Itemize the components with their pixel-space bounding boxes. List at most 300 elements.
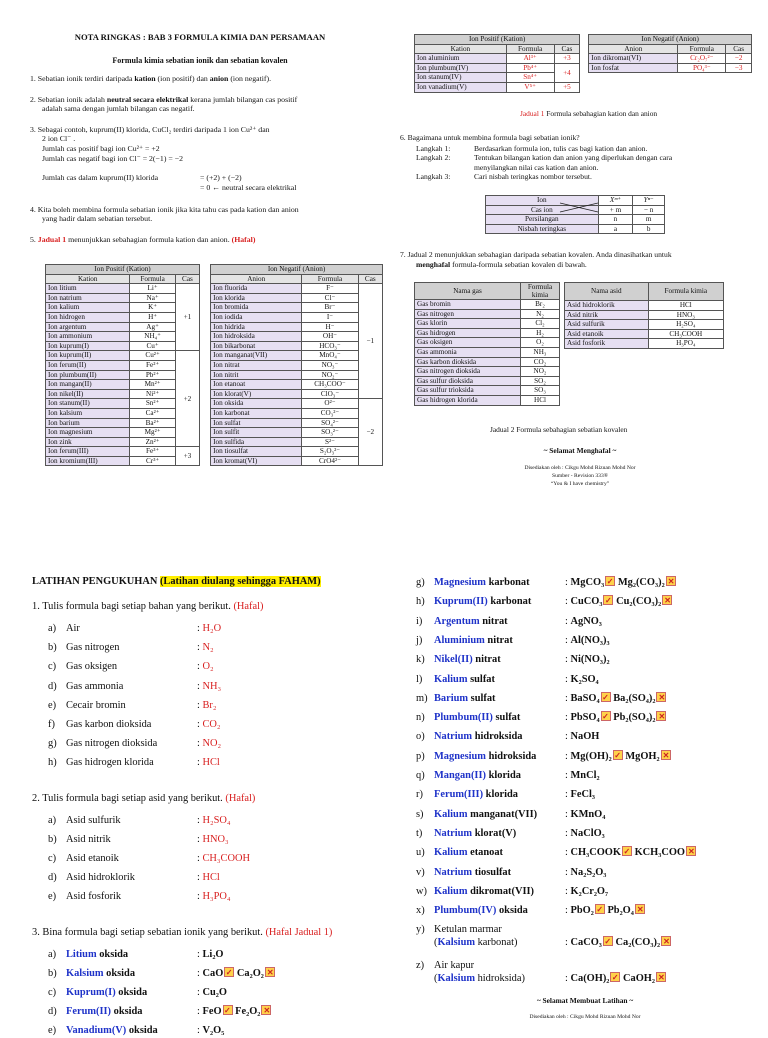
gas-formula: NO₂ [521, 367, 560, 377]
anion-formula: MnO₄⁻ [302, 351, 358, 361]
item-answer: : CaCO₃✓ Ca₂(CO₃)₂✕ [565, 936, 671, 949]
acid-formula: HCl [648, 301, 723, 311]
item-name: Asid fosforik [66, 891, 122, 903]
cation-part: Plumbum(II) [434, 712, 493, 724]
item-label: c) [48, 661, 57, 673]
item-name [434, 885, 534, 898]
cross-icon [261, 1005, 271, 1015]
cation-part: Kalium [434, 673, 468, 685]
column-header: Kation [415, 44, 507, 54]
answer-value: HCl [202, 872, 220, 884]
item-label: d) [48, 680, 57, 692]
item-name [434, 634, 513, 647]
ion-row [46, 447, 383, 457]
acid-row [565, 320, 724, 330]
cation-charge: +1 [175, 284, 199, 351]
name-part: oksida [106, 967, 136, 979]
item-label: b) [48, 833, 57, 845]
column-header: Formula kimia [521, 283, 560, 300]
note-2: 2. Sebatian ionik adalah neutral secara elektrikal kerana jumlah bilangan cas positif [30, 94, 298, 104]
anion-part: nitrat [487, 634, 513, 646]
note-5: 5. Jadual 1 menunjukkan sebahagian formula kation dan anion. (Hafal) [30, 234, 256, 244]
cross-cell: Ion [486, 196, 599, 206]
correct-formula: Na₂S₂O₃ [570, 866, 607, 878]
cation-header: Ion Positif (Kation) [46, 265, 200, 275]
cross-icon [666, 576, 676, 586]
ion-table-1 [45, 264, 383, 466]
correct-formula: KMnO₄ [570, 808, 606, 820]
text-span: kation [134, 74, 156, 83]
anion-part: nitrat [475, 654, 501, 666]
column-header: Kation [46, 274, 130, 284]
anion-formula: I⁻ [302, 312, 358, 322]
cation-formula: Pb⁴⁺ [506, 63, 554, 73]
answer-row [48, 622, 378, 636]
cation-name: Ion argentum [46, 322, 130, 332]
cation-part: Kuprum(II) [434, 596, 488, 608]
cation-formula: Li⁺ [130, 284, 175, 294]
cation-formula: Ba²⁺ [130, 418, 175, 428]
answer-value: NO₂ [202, 738, 222, 750]
column-header: Anion [589, 44, 678, 54]
table-1-caption: Jadual 1 Formula sebahagian kation dan anion [520, 109, 658, 118]
cation-formula: Cu⁺ [130, 341, 175, 351]
anion-formula: S²⁻ [302, 437, 358, 447]
cation-name: Ion litium [46, 284, 130, 294]
note-4-cont: yang hadir dalam sebatian tersebut. [42, 214, 153, 224]
answer-row [48, 871, 378, 885]
cation-name: Ion barium [46, 418, 130, 428]
anion-formula: SO₄²⁻ [302, 418, 358, 428]
cation-part: Natrium [434, 731, 473, 743]
cation-name: Ion ferum(II) [46, 360, 130, 370]
column-header: Cas [726, 44, 752, 54]
wrong-formula: CaOH₂ [623, 973, 655, 985]
anion-formula: O²⁻ [302, 399, 358, 409]
answer-row [48, 814, 378, 828]
item-name [434, 769, 521, 782]
answer-row [48, 986, 378, 1000]
answer-value: O₂ [202, 661, 214, 673]
item-label: e) [48, 891, 57, 903]
gas-formula: NH₃ [521, 347, 560, 357]
item-answer: : KMnO₄ [565, 808, 606, 820]
gas-row [415, 357, 560, 367]
gas-name: Gas hidrogen klorida [415, 395, 521, 405]
anion-part: tiosulfat [474, 866, 512, 878]
column-header: Formula [302, 274, 358, 284]
cation-part: Natrium [434, 866, 473, 878]
answer-row [48, 699, 378, 713]
question-heading: 2. Tulis formula bagi setiap asid yang berikut. (Hafal) [32, 792, 256, 804]
item-label: f) [48, 719, 55, 730]
answer-row [416, 750, 766, 764]
item-answer: : H₂SO₄ [197, 814, 231, 826]
cation-charge: +3 [554, 54, 580, 64]
acid-row [565, 310, 724, 320]
name-part: Ferum(II) [66, 1006, 112, 1018]
answer-row [48, 1024, 378, 1038]
item-answer: : Ca(OH)₂✓ CaOH₂✕ [565, 972, 666, 985]
correct-formula: BaSO₄ [570, 692, 600, 704]
answer-row [416, 827, 766, 841]
anion-name: Ion hidroksida [211, 332, 302, 342]
gas-name: Gas oksigen [415, 338, 521, 348]
correct-formula: CaO [202, 967, 224, 979]
anion-name: Ion iodida [211, 312, 302, 322]
answer-row [416, 808, 766, 822]
ion-table-top [414, 34, 752, 93]
anion-part: klorida [485, 789, 519, 801]
cation-part: Barium [434, 692, 469, 704]
item-answer: : H₃PO₄ [197, 891, 231, 903]
item-label: a) [48, 814, 57, 826]
name-part: Kuprum(I) [66, 987, 116, 998]
answer-value: N₂ [202, 642, 214, 654]
tick-icon [622, 846, 632, 856]
cross-cell: a [598, 224, 633, 234]
cation-formula: Ag⁺ [130, 322, 175, 332]
item-label: m) [416, 692, 428, 704]
anion-part: oksida [498, 905, 528, 917]
wrong-formula: Ca₂O₂ [236, 967, 264, 979]
anion-name: Ion fosfat [589, 63, 678, 73]
cross-icon [656, 972, 666, 982]
exercise-right [416, 576, 766, 1024]
item-label: k) [416, 654, 425, 666]
anion-formula: Br⁻ [302, 303, 358, 313]
item-answer: : H₂O [197, 623, 222, 634]
cation-name: Ion nikel(II) [46, 389, 130, 399]
gas-name: Gas ammonia [415, 347, 521, 357]
acid-row [565, 301, 724, 311]
note-3-line2: 2 ion Cl⁻ . [42, 134, 76, 144]
gas-formula: SO₃ [521, 386, 560, 396]
gas-name: Gas sulfur trioksida [415, 386, 521, 396]
cross-cell: b [633, 224, 665, 234]
answer-row [416, 788, 766, 802]
item-label: d) [48, 1006, 57, 1018]
anion-name: Ion nitrit [211, 370, 302, 380]
cation-formula: Mg²⁺ [130, 428, 175, 438]
item-name [434, 750, 536, 763]
answer-row [416, 730, 766, 744]
answer-row [416, 615, 766, 629]
cation-formula: Zn²⁺ [130, 437, 175, 447]
ion-row [46, 380, 383, 390]
anion-name: Ion manganat(VII) [211, 351, 302, 361]
answer-row [416, 959, 766, 987]
cation-part: Mangan(II) [434, 770, 486, 781]
item-name [434, 595, 531, 608]
gas-formula: CO₂ [521, 357, 560, 367]
cation-name: Ion stanum(IV) [415, 73, 507, 83]
correct-formula: Mg(OH)₂ [570, 750, 612, 762]
acid-formula: HNO₃ [648, 310, 723, 320]
anion-formula: F⁻ [302, 284, 358, 294]
ion-row [46, 428, 383, 438]
ion-row [46, 322, 383, 332]
correct-formula: Cu₂O [202, 987, 227, 998]
answer-value: H₂O [202, 623, 222, 634]
item-answer: : MnCl₂ [565, 770, 600, 781]
tick-icon [223, 1005, 233, 1015]
cation-charge: +3 [175, 447, 199, 466]
cation-name: Ion ammonium [46, 332, 130, 342]
answer-value: CH₃COOH [202, 853, 250, 864]
anion-name: Ion sulfit [211, 428, 302, 438]
anion-part: nitrat [482, 615, 508, 627]
anion-formula: NO₂⁻ [302, 370, 358, 380]
acid-row [565, 339, 724, 349]
item-label: r) [416, 789, 423, 801]
anion-charge: −3 [726, 63, 752, 73]
tick-icon [605, 576, 615, 586]
gas-formula: O₂ [521, 338, 560, 348]
anion-part: sulfat [495, 712, 521, 724]
anion-formula: CO₃²⁻ [302, 408, 358, 418]
correct-formula: K₂Cr₂O₇ [570, 885, 609, 897]
cation-formula: Cr³⁺ [130, 456, 175, 466]
item-answer: : FeO✓ Fe₂O₂✕ [197, 1005, 271, 1018]
tick-icon [601, 692, 611, 702]
item-name: Gas oksigen [66, 661, 118, 673]
item-label: l) [416, 673, 423, 685]
note-6-step: Langkah 3: Cari nisbah teringkas nombor tersebut. [416, 172, 592, 182]
text-span: Jadual 1 [37, 234, 67, 244]
item-label: c) [48, 987, 57, 998]
wrong-formula: Pb₂O₄ [607, 905, 634, 917]
item-label: d) [48, 872, 57, 884]
ion-row [46, 437, 383, 447]
cross-row [486, 224, 665, 234]
name-part: oksida [113, 1006, 143, 1018]
cross-icon [656, 711, 666, 721]
anion-name: Ion dikromat(VI) [589, 54, 678, 64]
gas-formula: N₂ [521, 309, 560, 319]
item-answer: : Ni(NO₃)₂ [565, 654, 610, 666]
cation-name: Ion kalium [46, 303, 130, 313]
item-answer: : FeCl₃ [565, 789, 595, 801]
correct-formula: V₂O₅ [202, 1025, 225, 1037]
answer-value: HNO₃ [202, 833, 229, 845]
answer-value: H₂SO₄ [202, 814, 231, 826]
anion-part: karbonat [488, 577, 530, 588]
item-label: e) [48, 1025, 57, 1037]
ion-row [46, 456, 383, 466]
answer-row [48, 718, 378, 732]
text-span: menghafal [416, 259, 451, 269]
name-part: Kalsium [66, 967, 104, 979]
answer-row [48, 967, 378, 981]
cation-charge: +5 [554, 82, 580, 92]
item-label: e) [48, 699, 57, 711]
text-span: Langkah 1: [416, 143, 451, 153]
item-name: Asid sulfurik [66, 814, 121, 826]
item-label: b) [48, 967, 57, 979]
anion-formula: H⁻ [302, 322, 358, 332]
anion-name: Ion bromida [211, 303, 302, 313]
item-answer: : Al(NO₃)₃ [565, 634, 610, 646]
cation-part: Kalium [434, 808, 468, 820]
item-name: (Kalsium hidroksida) [434, 973, 525, 985]
correct-formula: Al(NO₃)₃ [570, 634, 610, 646]
correct-formula: K₂SO₄ [570, 673, 599, 685]
correct-formula: FeCl₃ [570, 789, 595, 801]
covalent-acid-table [564, 282, 724, 349]
correct-formula: Ca(OH)₂ [570, 973, 610, 985]
cation-formula: V⁵⁺ [506, 82, 554, 92]
anion-name: Ion karbonat [211, 408, 302, 418]
name-part: oksida [118, 987, 148, 998]
anion-formula: OH⁻ [302, 332, 358, 342]
anion-name: Ion oksida [211, 399, 302, 409]
ion-row [46, 418, 383, 428]
cation-formula: Pb²⁺ [130, 370, 175, 380]
cation-part: Plumbum(IV) [434, 905, 497, 917]
item-answer: : NO₂ [197, 738, 222, 750]
answer-row [416, 866, 766, 880]
answer-row [48, 833, 378, 847]
item-name [434, 653, 501, 666]
text-span: anion [209, 74, 229, 83]
note-3-line5: Jumlah cas dalam kuprum(II) klorida = (+2) + (−2) [42, 173, 242, 183]
gas-row [415, 309, 560, 319]
correct-formula: AgNO₃ [570, 615, 602, 627]
anion-name: Ion sulfat [211, 418, 302, 428]
item-answer: : N₂ [197, 642, 214, 654]
cross-icon [661, 936, 671, 946]
anion-charge: −2 [358, 399, 382, 466]
answer-row [416, 634, 766, 648]
cation-name: Ion vanadium(V) [415, 82, 507, 92]
acid-name: Asid hidroklorik [565, 301, 649, 311]
cross-cell: Nisbah teringkas [486, 224, 599, 234]
cross-arrows-icon [558, 200, 608, 218]
table-2-caption: Jadual 2 Formula sebahagian sebatian kovalen [490, 425, 628, 434]
cross-cell: Cas ion [486, 205, 599, 215]
item-name: Gas ammonia [66, 680, 124, 692]
tick-icon [603, 936, 613, 946]
anion-formula: Cl⁻ [302, 293, 358, 303]
wrong-formula: MgOH₂ [625, 750, 660, 762]
cation-part: Ferum(III) [434, 789, 484, 801]
item-name [434, 673, 495, 686]
cation-part: Kalium [434, 885, 468, 897]
item-answer: : BaSO₄✓ Ba₂(SO₄)₂✕ [565, 692, 666, 705]
item-answer: : K₂Cr₂O₇ [565, 885, 609, 897]
gas-name: Gas karbon dioksida [415, 357, 521, 367]
item-desc: Air kapur [434, 960, 475, 972]
answer-row [416, 885, 766, 899]
ion-row [46, 399, 383, 409]
wrong-formula: Ca₂(CO₃)₂ [615, 937, 661, 949]
correct-formula: PbO₂ [570, 905, 594, 917]
greeting-top: ~ Selamat Menghafal ~ [543, 446, 617, 455]
answer-row [416, 576, 766, 590]
cation-formula: NH₄⁺ [130, 332, 175, 342]
cation-part: Argentum [434, 615, 480, 627]
ion-row [46, 408, 383, 418]
item-name: (Kalsium karbonat) [434, 937, 518, 949]
ion-row [46, 360, 383, 370]
item-answer: : K₂SO₄ [565, 673, 599, 685]
anion-charge: −2 [726, 54, 752, 64]
cation-name: Ion ferum(III) [46, 447, 130, 457]
answer-row [48, 756, 378, 770]
item-answer: : Li₂O [197, 948, 224, 960]
column-header: Formula [506, 44, 554, 54]
cross-icon [656, 692, 666, 702]
answer-value: NH₃ [202, 680, 222, 692]
gas-name: Gas nitrogen [415, 309, 521, 319]
gas-formula: Cl₂ [521, 319, 560, 329]
cation-name: Ion aluminium [415, 54, 507, 64]
item-answer: : CH₃COOK✓ KCH₃COO✕ [565, 846, 696, 859]
anion-charge: −1 [358, 284, 382, 399]
acid-formula: CH₃COOH [648, 329, 723, 339]
item-label: z) [416, 960, 425, 972]
item-label: b) [48, 642, 57, 654]
cation-formula: Ca²⁺ [130, 408, 175, 418]
item-name [66, 1024, 158, 1037]
item-label: a) [48, 623, 57, 634]
item-answer: : Na₂S₂O₃ [565, 866, 607, 878]
wrong-formula: Ba₂(SO₄)₂ [613, 692, 656, 704]
cross-icon [662, 595, 672, 605]
anion-part: karbonat [490, 596, 532, 608]
item-name [434, 846, 503, 859]
answer-row [416, 846, 766, 860]
item-label: y) [416, 924, 425, 936]
correct-formula: CuCO₃ [570, 596, 603, 608]
anion-name: Ion bikarbonat [211, 341, 302, 351]
text-span: neutral secara elektrikal [106, 94, 189, 104]
ion-row [46, 341, 383, 351]
cation-part: Magnesium [434, 577, 486, 588]
correct-formula: NaClO₃ [570, 827, 605, 839]
correct-formula: FeO [202, 1006, 222, 1018]
anion-part: etanoat [470, 847, 504, 859]
anion-name: Ion fluorida [211, 284, 302, 294]
item-name: Gas nitrogen dioksida [66, 738, 158, 750]
tick-icon [224, 967, 234, 977]
gas-formula: H₂ [521, 328, 560, 338]
column-header: Formula [678, 44, 726, 54]
gas-row [415, 386, 560, 396]
anion-part: sulfat [470, 673, 495, 685]
item-answer: : AgNO₃ [565, 615, 602, 627]
item-label: v) [416, 866, 425, 878]
anion-formula: Cr₂O₇²⁻ [678, 54, 726, 64]
page-subtitle: Formula kimia sebatian ionik dan sebatian kovalen [112, 56, 288, 65]
item-name [434, 866, 511, 879]
anion-name: Ion tiosulfat [211, 447, 302, 457]
cation-name: Ion magnesium [46, 428, 130, 438]
cation-charge: +4 [554, 63, 580, 82]
cation-name: Ion plumbum(II) [46, 370, 130, 380]
gas-formula: Br₂ [521, 300, 560, 310]
note-3-line3: Jumlah cas positif bagi ion Cu²⁺ = +2 [42, 143, 160, 153]
item-label: p) [416, 750, 425, 762]
column-header: Cas [175, 274, 199, 284]
cation-part: Natrium [434, 827, 473, 839]
gas-row [415, 347, 560, 357]
cation-part: Magnesium [434, 750, 486, 762]
column-header: Nama asid [565, 283, 649, 301]
wrong-formula: Mg₂(CO₃)₂ [617, 577, 665, 588]
cross-icon [686, 846, 696, 856]
